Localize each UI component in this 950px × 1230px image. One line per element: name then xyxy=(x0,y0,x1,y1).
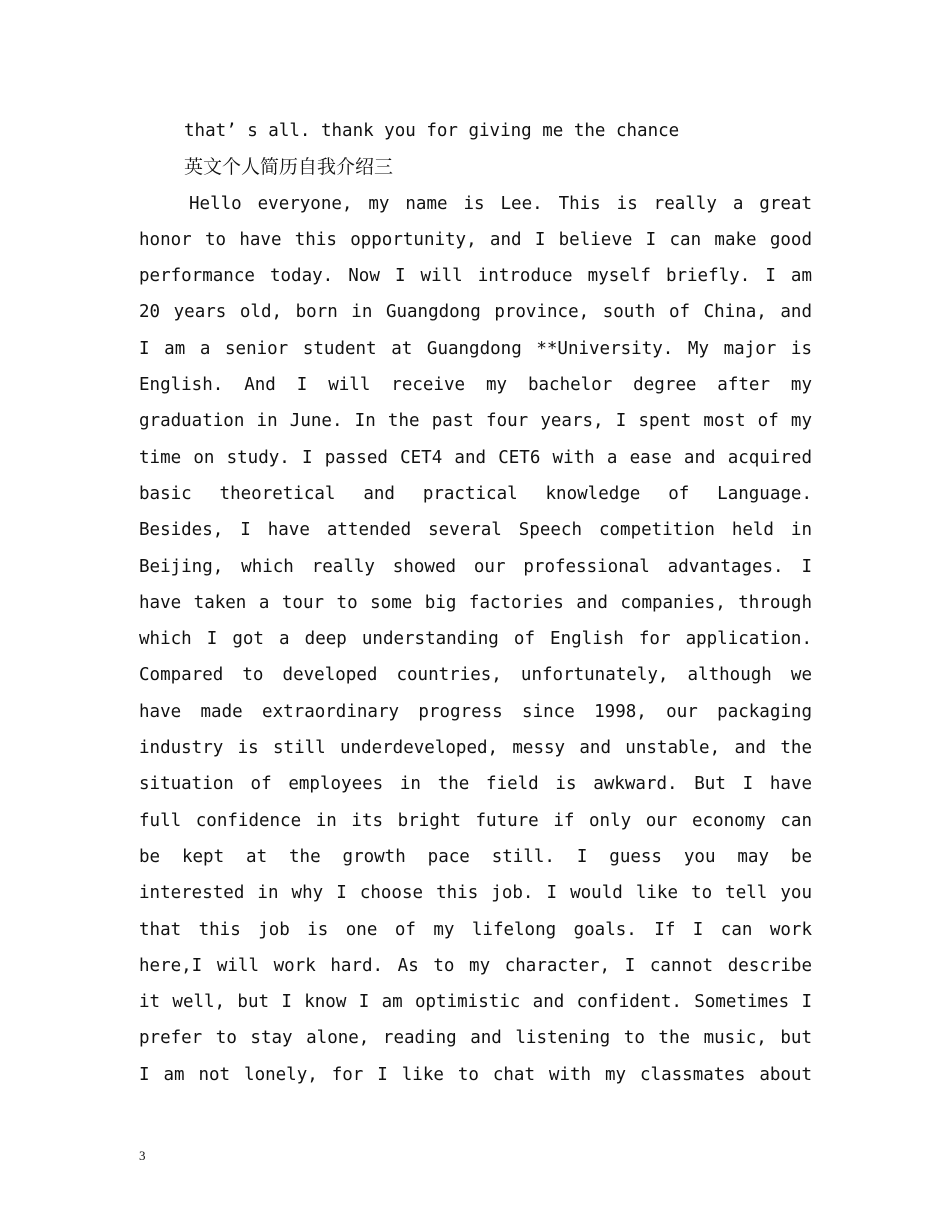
paragraph-line: that this job is one of my lifelong goals. If I can work xyxy=(139,919,812,940)
paragraph-line: basic theoretical and practical knowledge of Language. xyxy=(139,483,812,504)
paragraph-line: have made extraordinary progress since 1998, our packaging xyxy=(139,701,812,722)
paragraph-line: Beijing, which really showed our professional advantages. I xyxy=(139,556,812,577)
paragraph-line: situation of employees in the field is awkward. But I have xyxy=(139,774,812,795)
paragraph-line: Besides, I have attended several Speech competition held in xyxy=(139,520,812,541)
paragraph-line: have taken a tour to some big factories and companies, through xyxy=(139,592,812,613)
paragraph-line: English. And I will receive my bachelor degree after my xyxy=(139,375,812,396)
paragraph-line: Compared to developed countries, unfortunately, although we xyxy=(139,665,812,686)
paragraph-line: honor to have this opportunity, and I believe I can make good xyxy=(139,229,812,250)
paragraph-line: I am not lonely, for I like to chat with my classmates about xyxy=(139,1064,812,1085)
page-number: 3 xyxy=(139,1148,146,1163)
paragraph-line: performance today. Now I will introduce myself briefly. I am xyxy=(139,266,812,287)
paragraph-line: here,I will work hard. As to my character, I cannot describe xyxy=(139,955,812,976)
paragraph-line: interested in why I choose this job. I would like to tell you xyxy=(139,883,812,904)
paragraph xyxy=(139,186,812,1093)
paragraph-line: time on study. I passed CET4 and CET6 with a ease and acquired xyxy=(139,447,812,468)
paragraph-line: which I got a deep understanding of English for application. xyxy=(139,629,812,650)
paragraph-line: full confidence in its bright future if only our economy can xyxy=(139,810,812,831)
paragraph-line: I am a senior student at Guangdong **University. My major is xyxy=(139,338,812,359)
paragraph-line: be kept at the growth pace still. I guess you may be xyxy=(139,846,812,867)
section-heading: 英文个人简历自我介绍三 xyxy=(184,156,394,179)
document-body xyxy=(139,113,812,1093)
paragraph-line: industry is still underdeveloped, messy and unstable, and the xyxy=(139,738,812,759)
paragraph-line: prefer to stay alone, reading and listening to the music, but xyxy=(139,1028,812,1049)
paragraph-line: graduation in June. In the past four years, I spent most of my xyxy=(139,411,812,432)
paragraph-line: Hello everyone, my name is Lee. This is really a great xyxy=(189,193,812,214)
paragraph-line: it well, but I know I am optimistic and confident. Sometimes I xyxy=(139,992,812,1013)
paragraph-line: 20 years old, born in Guangdong province, south of China, and xyxy=(139,302,812,323)
closing-line: that’ s all. thank you for giving me the chance xyxy=(184,121,680,141)
